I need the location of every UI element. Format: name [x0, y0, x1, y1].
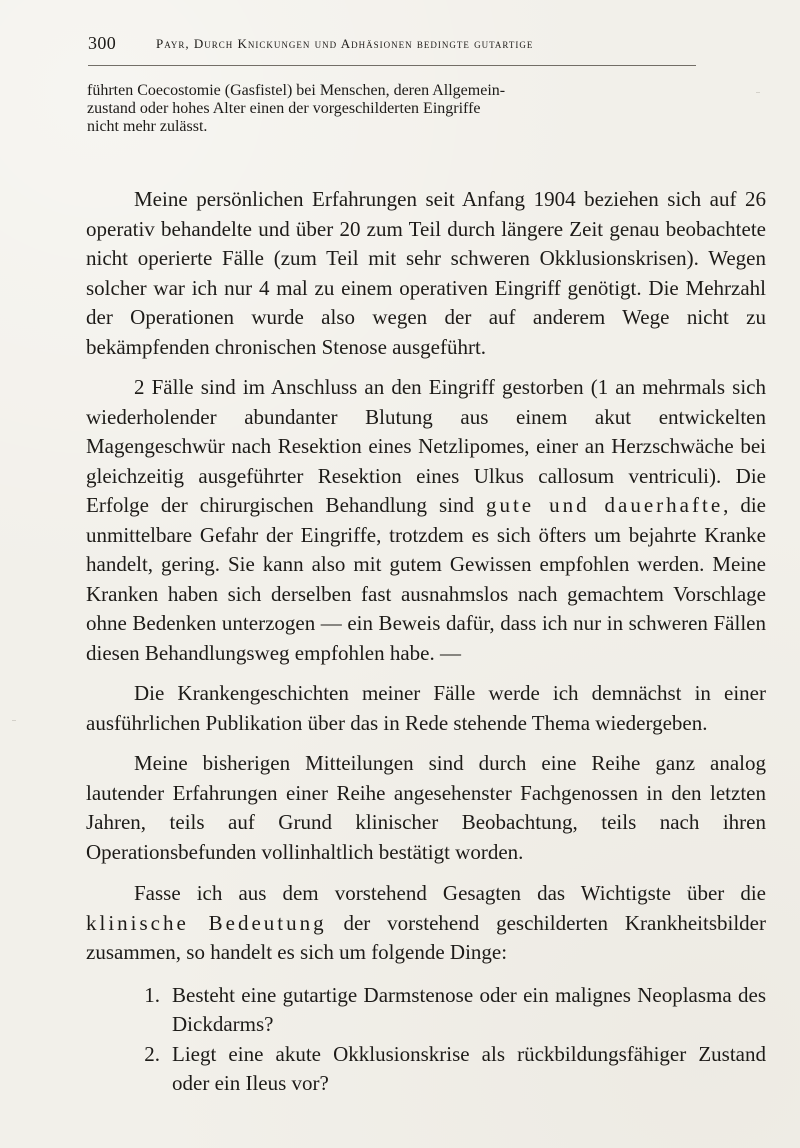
list-item-2-text: Liegt eine akute Okklusionskrise als rückbildungsfähiger Zustand oder ein Ileus vor? — [172, 1041, 766, 1095]
page-header — [88, 33, 708, 61]
list-item-1-text: Besteht eine gutartige Darmstenose oder ein malignes Neoplasma des Dickdarms? — [172, 982, 766, 1036]
paragraph-2-part-2: , die unmittelbare Gefahr der Eingriffe, trotzdem es sich öfters um bejahrte Kranke handelt, gering. Sie kann also mit gutem Gewissen empfohlen werden. Meine Kranken haben sich derselben fast ausnahmslos nach gemachtem Vorschlage ohne Bedenken unterzogen — ein Beweis dafür, dass ich nur in schweren Fällen diesen Behandlungsweg empfohlen habe. — — [86, 493, 767, 665]
paragraph-5-spaced-emphasis: klinische Bedeutung — [86, 910, 327, 935]
opening-line-2: zustand oder hohes Alter einen der vorgeschilderten Eingriffe — [87, 100, 481, 117]
header-rule — [88, 65, 696, 66]
list-item-1-number: 1. — [144, 982, 160, 1007]
opening-block-spacer — [86, 74, 766, 172]
paragraph-4: Meine bisherigen Mitteilungen sind durch eine Reihe ganz analog lautender Erfahrungen einer Reihe angesehenster Fachgenossen in den letzten Jahren, teils auf Grund klinischer Beobachtung, teils nach ihren Operationsbefunden vollinhaltlich bestätigt worden. — [86, 751, 766, 864]
paragraph-2-spaced-emphasis: gute und dauerhafte — [485, 493, 724, 517]
page-body — [86, 74, 766, 1099]
paragraph-3: Die Krankengeschichten meiner Fälle werde ich demnächst in einer ausführlichen Publikation über das in Rede stehende Thema wiedergeben. — [86, 681, 766, 735]
opening-line-3: nicht mehr zulässt. — [87, 118, 208, 135]
list-item-2 — [86, 1040, 766, 1099]
list-item-2-number: 2. — [144, 1041, 160, 1066]
paper-speck — [12, 720, 16, 721]
list-item-1 — [86, 981, 766, 1040]
paragraph-5-part-2: der vorstehend geschilderten Krankheitsbilder zusammen, so handelt es sich um folgende Dinge: — [86, 910, 766, 964]
opening-line-1: führten Coecostomie (Gasfistel) bei Menschen, deren Allgemein- — [87, 82, 506, 99]
running-head: Payr, Durch Knickungen und Adhäsionen bedingte gutartige — [156, 36, 534, 51]
paragraph-5-part-1: Fasse ich aus dem vorstehend Gesagten das Wichtigste über die — [134, 881, 766, 905]
paper-speck — [756, 92, 760, 93]
paragraph-1: Meine persönlichen Erfahrungen seit Anfang 1904 beziehen sich auf 26 operativ behandelte und über 20 zum Teil durch längere Zeit genau beobachtete nicht operierte Fälle (zum Teil mit sehr schweren Okklusionskrisen). Wegen solcher war ich nur 4 mal zu einem operativen Eingriff genötigt. Die Mehrzahl der Operationen wurde also wegen der auf anderem Wege nicht zu bekämpfenden chronischen Stenose ausgeführt. — [86, 187, 766, 359]
page-number: 300 — [88, 33, 117, 53]
paragraph-2 — [86, 373, 766, 668]
paragraph-2-part-1: 2 Fälle sind im Anschluss an den Eingriff gestorben (1 an mehrmals sich wiederholender abundanter Blutung aus einem akut entwickelten Magengeschwür nach Resektion eines Netzlipomes, einer an Herzschwäche bei gleichzeitig ausgeführter Resektion eines Ulkus callosum ventriculi). Die Erfolge der chirurgischen Behandlung sind — [86, 375, 766, 517]
question-list — [86, 981, 766, 1099]
paragraph-5 — [86, 879, 766, 968]
